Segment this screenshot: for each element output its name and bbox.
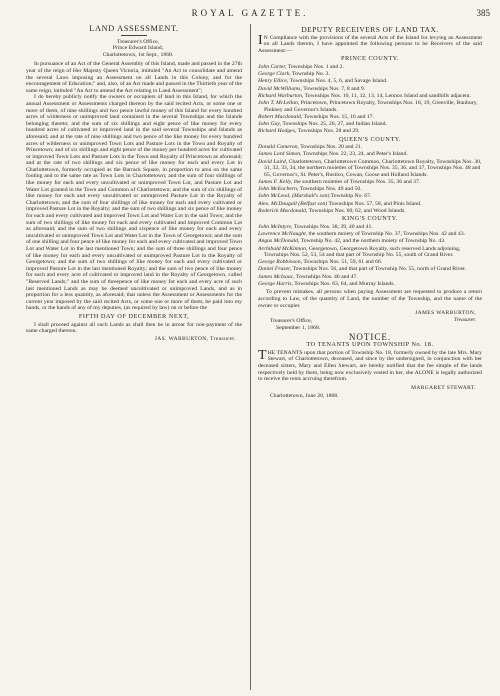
deputy-intro <box>258 32 482 55</box>
receiver-district: Townships Nos. 46 and 47. <box>295 273 358 280</box>
county-heading-prince: PRINCE COUNTY. <box>341 55 399 63</box>
receiver-entry <box>258 274 482 281</box>
receiver-entry <box>258 100 482 113</box>
receiver-district: Townships Nos. 15, 16 and 17. <box>303 113 374 120</box>
receiver-name: Richard Warburton, <box>258 92 304 99</box>
intro-text: N Compliance with the provisions of the several Acts of the Island for levying an Assessment on all Lands therein, I have appointed the following persons to be Receivers of the said Assessment:— <box>258 34 482 54</box>
notice-subtitle: TO TENANTS UPON TOWNSHIP No. 18. <box>306 341 434 349</box>
receiver-entry <box>258 128 482 135</box>
receiver-entry <box>258 78 482 85</box>
receiver-entry <box>258 193 482 200</box>
deputy-signature-role: Treasurer. <box>453 316 476 323</box>
receiver-name: John T. McLellan, <box>258 99 300 106</box>
notice-dated: Charlottetown, June 20, 1868. <box>270 393 339 400</box>
receiver-name: Angus McDonald, <box>258 238 300 245</box>
receiver-district: Princetown, Princetown Royalty, Townships Nos. 18, 19, Grenville, Bunbury, Pinkney and Governor's Islands. <box>264 99 478 113</box>
receiver-district: Townships Nos. 51, 59, 61 and 66. <box>303 259 383 266</box>
receiver-name: David Laird, <box>258 158 288 165</box>
county-heading-queens: QUEEN'S COUNTY. <box>338 135 402 143</box>
receiver-name: David McWilliams, <box>258 85 302 92</box>
office-line: Treasurer's Office, <box>116 38 160 45</box>
land-assessment-title: LAND ASSESSMENT. <box>89 24 179 33</box>
receiver-entry <box>258 93 482 100</box>
receiver-name: Alex. McDougall (Belfast son) <box>258 200 328 207</box>
receiver-entry <box>258 86 482 93</box>
receiver-district: Georgetown, Georgetown Royalty, such reserved Lands adjoining, Townships Nos. 52, 53, 54 and that part of Township No. 55, south of Grand River. <box>264 245 461 259</box>
title-rule <box>121 35 147 36</box>
receiver-name: Robert Macdonald, <box>258 113 303 120</box>
receiver-district: Townships Nos. 22, 23, 24, and Peter's Island. <box>302 151 408 158</box>
receiver-entry <box>258 159 482 179</box>
receiver-entry <box>258 64 482 71</box>
receiver-entry <box>258 238 482 245</box>
assessment-signature: JAS. WARBURTON, Treasurer. <box>154 335 236 342</box>
running-head <box>0 8 500 22</box>
receiver-district: the southern moiety of Township No. 37, Townships Nos. 42 and 43. <box>308 231 465 238</box>
receiver-entry <box>258 201 482 208</box>
county-heading-kings: KING'S COUNTY. <box>342 215 398 223</box>
receiver-district: Township No. 3. <box>291 71 330 78</box>
receiver-name: Lawrence McNaught, <box>258 231 308 238</box>
notice-dropcap: T <box>258 347 267 363</box>
deputy-signature-name: JAMES WARBURTON, <box>415 310 476 317</box>
receiver-district: Townships Nos. 20 and 21. <box>300 144 363 151</box>
receiver-entry <box>258 151 482 158</box>
receiver-district: Townships Nos. 25, 26, 27, and Indian Island. <box>282 120 387 127</box>
deadline-heading: FIFTH DAY OF DECEMBER NEXT, <box>78 312 190 320</box>
column-divider <box>250 24 251 690</box>
intro-dropcap: I <box>258 32 263 48</box>
receiver-district: Townships Nos. 7, 8 and 9. <box>303 85 366 92</box>
receiver-entry <box>258 224 482 231</box>
receiver-entry <box>258 259 482 266</box>
running-title: ROYAL GAZETTE. <box>191 8 309 18</box>
left-column <box>26 24 242 692</box>
receiver-name: John McLeod, (Marshall's son) <box>258 193 330 200</box>
receiver-name: Daniel Fraser, <box>258 266 292 273</box>
receiver-name: Roderick Macdonald, <box>258 207 308 214</box>
receiver-district: Township No. 67. <box>330 193 372 200</box>
receiver-district: Townships Nos. 1 and 2. <box>287 63 344 70</box>
receiver-name: Archibald McKinnon, <box>258 245 308 252</box>
receiver-entry <box>258 281 482 288</box>
receiver-name: James McIsaac, <box>258 273 295 280</box>
receiver-name: Donald Cameron, <box>258 144 299 151</box>
receiver-entry <box>258 208 482 215</box>
receiver-name: John McEachern, <box>258 186 299 193</box>
notice-text: HE TENANTS upon that portion of Township No. 18, formerly owned by the late Mrs. Mary Stewart, of Charlottetown, deceased, and since by the undersigned, in conjunction with her deceased sisters, Mary and Ellen Stewart, are hereby notified that the fee simple of the lands respectively held by them, being now exclusively vested in her, she ALONE is legally authorized to receive the rents accruing therefrom. <box>258 349 482 383</box>
receiver-entry <box>258 114 482 121</box>
receiver-district: Townships Nos. 49 and 50. <box>299 186 362 193</box>
receiver-name: George Clark, <box>258 71 291 78</box>
receiver-entry <box>258 266 482 273</box>
page-number: 385 <box>476 8 490 18</box>
deputy-closing: To prevent mistakes, all persons when paying Assessment are requested to produce a return according to Law, of the quantity of Land, the number of the Township, and the name of the owner or occupier. <box>258 289 482 309</box>
receiver-district: Townships Nos. 63, 64, and Murray Islands. <box>294 280 395 287</box>
receiver-name: Henry Ellice, <box>258 78 289 85</box>
receiver-district: Townships Nos. 57, 58, and Pinis Island. <box>328 200 422 207</box>
right-column <box>258 24 482 692</box>
receiver-district: Townships Nos. 60, 62, and Wood Islands. <box>308 207 406 214</box>
deputy-dated-place: Treasurer's Office, <box>270 318 313 325</box>
receiver-district: Townships Nos. 38, 39, 40 and 41. <box>293 223 373 230</box>
receiver-name: James F. Kelly, <box>258 179 293 185</box>
receiver-entry <box>258 246 482 259</box>
notice-signature: MARGARET STEWART. <box>411 384 476 391</box>
receiver-district: Townships Nos. 28 and 29. <box>297 128 360 135</box>
receiver-name: George Harris, <box>258 280 293 287</box>
receiver-name: James Lord Simon, <box>258 151 302 158</box>
receiver-district: Townships Nos. 10, 11, 12, 13, 14, Lennox Island and sandhills adjacent. <box>304 92 471 99</box>
receiver-name: Richard Hodges, <box>258 128 297 135</box>
receiver-name: John McIntyre, <box>258 223 293 230</box>
receiver-district: Townships Nos. 56, and that part of Township No. 55, north of Grand River. <box>292 266 467 273</box>
receiver-entry <box>258 231 482 238</box>
assessment-closing: I shall proceed against all such Lands as shall then be in arrear for non-payment of the same charged thereon. <box>26 321 242 335</box>
receiver-entry <box>258 71 482 78</box>
receiver-entry <box>258 179 482 186</box>
receiver-entry <box>258 186 482 193</box>
receiver-district: the southern moieties of Townships Nos. 35, 36 and 37. <box>293 179 421 185</box>
receiver-district: Charlottetown, Charlottetown Common, Charlottetown Royalty, Townships Nos. 30, 31, 32, 33, 34, the northern moieties of Townships Nos. 35, 36, and 37, Townships Nos. 48 and 65, Governor's, St. Peter's, Rustico, Cowan, Goose and Holland Islands. <box>264 158 482 178</box>
dateline: Charlottetown, 1st Sept., 1868. <box>102 51 174 58</box>
receiver-name: John Gay, <box>258 120 282 127</box>
notice-body <box>258 347 482 383</box>
office-place: Prince Edward Island, <box>112 45 164 52</box>
deputy-receivers-title: DEPUTY RECEIVERS OF LAND TAX. <box>301 25 439 34</box>
assessment-paragraph-2: I do hereby publicly notify the owners or occupiers of land in this Island, for which the annual Assessment or Assessments charged thereon by the said recited Acts, or some one or more of them, of nine shillings and two pence lawful money of this Island for every hundred acres of wilderness or unimproved land contained in the several Townships and the Islands belonging thereto; and the sum of six shillings and eight pence of like money for every hundred acres of cultivated or improved land in the said several Townships and Islands as aforesaid; and at the rate of nine shillings and two pence of the like money for every hundred acres of wilderness or unimproved Town Lots and Pasture Lots in the Town and Royalty of Princetown; and of six shillings and eight pence of the money per hundred acres for cultivated or improved Town Lots and Pasture Lots in the Town and Royalty of Princetown as aforesaid; and at the rate of two shillings and six pence of like money for each and every Lot in Charlottetown, formerly occupied as the Barrack Square, in proportion to area on the same footing and to the same rate as Town Lots in Charlottetown; and the sum of four shillings of like money for each and every uncultivated or unimproved Town Lot, and Pasture Lot and Water Lot granted in the Town and Common of Charlottetown; and the sum of six shillings of like money for each and every uncultivated or unimproved Pasture Lot in the Royalty of Charlottetown; and the sum of four shillings of like money for each and every cultivated or improved Pasture Lot in the Royalty; and the sum of two shillings and six pence of like money for each and every cultivated and improved Town Lot and Water Lot in the said Town; and the sum of two shillings of like money for each and every cultivated and improved Common Lot as aforesaid; and the sum of two shillings and sixpence of like money for each and every uncultivated or unimproved Town Lot and Water Lot in the Town of Georgetown; and the sum of one shilling and four pence of like money for each and every cultivated and improved Town Lot and Water Lot in the last mentioned Town; and the sum of three shillings and four pence of like money for each and every uncultivated or unimproved Pasture Lot in the Royalty of Georgetown; and the sum of two shillings of like money for each and every cultivated or improved Pasture Lot in the last mentioned Royalty; and the sum of two pence of like money for each and every acre of cultivated or improved land in the Royalty of Georgetown, called "Reserved Lands;" and the sum of threepence of like money for each and every acre of such last mentioned Lands as may be deemed uncultivated or unimproved Lands, and as in proportion for a less quantity, as aforesaid; that unless the Assessment or Assessments for the current year imposed by the said recited Acts, or some one or more of them, be paid into my hands, or the hands of any of my deputies, (as required by law) on or before the <box>26 94 242 312</box>
deputy-signature <box>258 310 476 317</box>
notice-title: NOTICE. <box>348 331 392 342</box>
receiver-name: John Carter, <box>258 63 287 70</box>
receiver-district: Township No. 42, and the northern moiety of Township No. 43. <box>300 238 446 245</box>
receiver-name: George Robbinson, <box>258 259 303 266</box>
receiver-entry <box>258 121 482 128</box>
receiver-entry <box>258 144 482 151</box>
deputy-dated-date: September 1, 1868. <box>276 325 321 331</box>
assessment-paragraph-1: In pursuance of an Act of the General Assembly of this Island, made and passed in the 27th year of the reign of Her Majesty Queen Victoria, intituled "An Act to consolidate and amend the several Laws imposing an Assessment on all Lands in this Colony, and for the encouragement of Education;" and, also, of an Act made and passed in the Thirtieth year of the same reign, intituled "An Act to amend the Act relating to Land Assessment"; <box>26 61 242 94</box>
receiver-district: Townships Nos. 4, 5, 6, and Savage Island. <box>289 78 388 85</box>
